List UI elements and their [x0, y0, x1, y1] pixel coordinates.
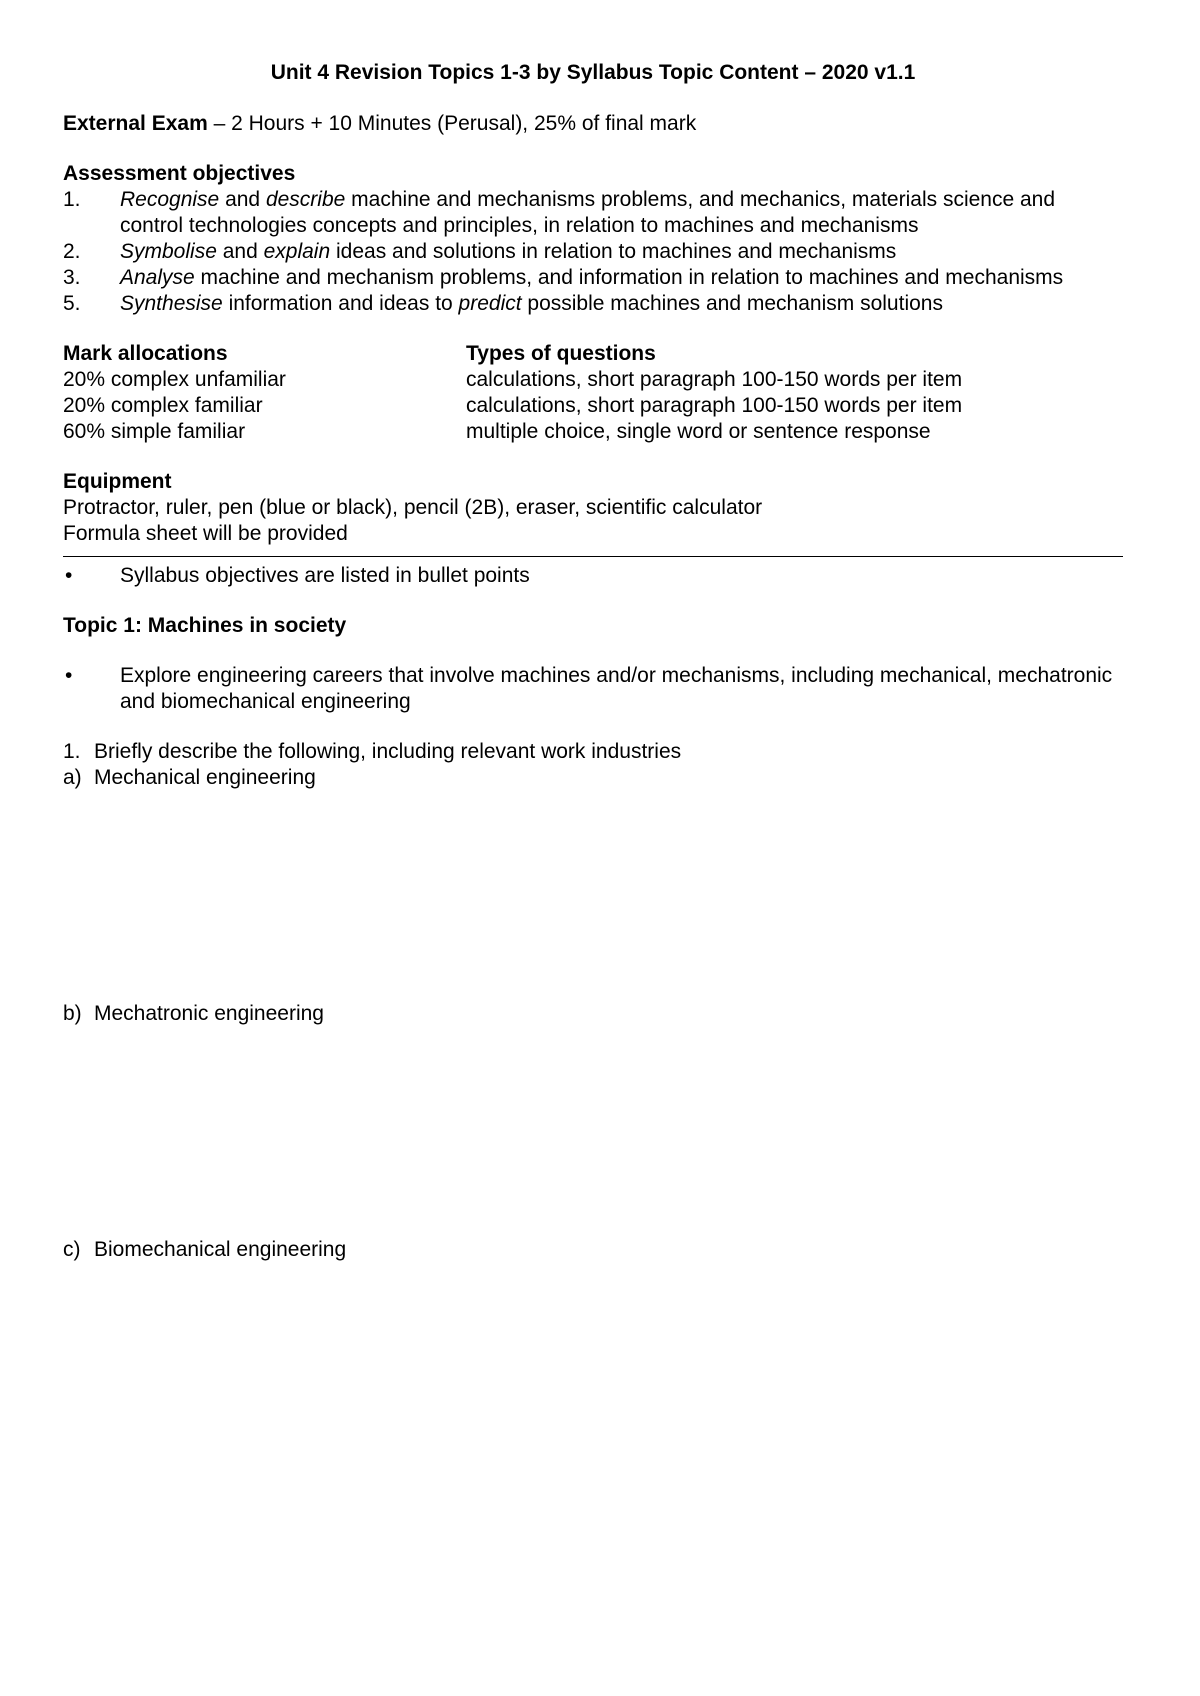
objective-verb: predict [458, 292, 522, 315]
part-label: a) [63, 766, 82, 789]
assessment-heading: Assessment objectives [63, 162, 296, 185]
question-text: Briefly describe the following, including relevant work industries [94, 740, 682, 763]
part-text: Mechatronic engineering [94, 1002, 324, 1025]
objective-item [63, 187, 1123, 239]
bullet-marker: • [65, 664, 73, 687]
part-text: Biomechanical engineering [94, 1238, 347, 1261]
objective-verb: Symbolise [120, 240, 217, 263]
document-page [63, 60, 1123, 1263]
objective-rest: machine and mechanisms problems, and mechanics, materials science and control technologies concepts and principles, in relation to machines and mechanisms [120, 188, 1056, 237]
objective-text [120, 265, 1123, 291]
marks-row [63, 367, 1123, 393]
objective-item [63, 291, 1123, 317]
exam-detail: – 2 Hours + 10 Minutes (Perusal), 25% of final mark [207, 112, 697, 135]
question-part-c [63, 1237, 1123, 1263]
objective-item [63, 239, 1123, 265]
syllabus-objective [63, 663, 1123, 715]
syllabus-note-text: Syllabus objectives are listed in bullet points [120, 564, 530, 587]
objective-verb: Recognise [120, 188, 220, 211]
mark-allocation: 20% complex familiar [63, 394, 263, 417]
formula-sheet-note: Formula sheet will be provided [63, 522, 348, 545]
objective-number: 3. [63, 266, 81, 289]
part-text: Mechanical engineering [94, 766, 316, 789]
objective-rest: ideas and solutions in relation to machines and mechanisms [330, 240, 897, 263]
objective-verb: explain [263, 240, 331, 263]
marks-table [63, 341, 1123, 445]
marks-header-row [63, 341, 1123, 367]
part-label: c) [63, 1238, 81, 1261]
question-part-b [63, 1001, 1123, 1027]
objective-verb: Synthesise [120, 292, 223, 315]
exam-label: External Exam [63, 112, 208, 135]
objective-text [120, 187, 1123, 239]
equipment-list: Protractor, ruler, pen (blue or black), pencil (2B), eraser, scientific calculator [63, 496, 763, 519]
question-type: calculations, short paragraph 100-150 words per item [466, 394, 963, 417]
objective-text [120, 239, 1123, 265]
objective-number: 1. [63, 188, 81, 211]
topic-heading: Topic 1: Machines in society [63, 614, 347, 637]
question-types-heading: Types of questions [466, 342, 656, 365]
question-type: calculations, short paragraph 100-150 words per item [466, 368, 963, 391]
objective-verb: Analyse [120, 266, 195, 289]
objective-number: 5. [63, 292, 81, 315]
equipment-heading: Equipment [63, 470, 172, 493]
objective-rest: possible machines and mechanism solutions [521, 292, 943, 315]
bullet-marker: • [65, 564, 73, 587]
objective-number: 2. [63, 240, 81, 263]
marks-row [63, 393, 1123, 419]
question-1 [63, 739, 1123, 765]
exam-line [63, 111, 1123, 137]
mark-allocations-heading: Mark allocations [63, 342, 228, 365]
objective-verb: describe [265, 188, 346, 211]
marks-row [63, 419, 1123, 445]
mark-allocation: 60% simple familiar [63, 420, 246, 443]
question-number: 1. [63, 740, 81, 763]
syllabus-objective-text: Explore engineering careers that involve machines and/or mechanisms, including mechanical, mechatronic and biomechanical engineering [120, 664, 1113, 713]
mark-allocation: 20% complex unfamiliar [63, 368, 286, 391]
part-label: b) [63, 1002, 82, 1025]
objective-rest: machine and mechanism problems, and information in relation to machines and mechanisms [194, 266, 1064, 289]
objective-mid: information and ideas to [222, 292, 459, 315]
objective-item [63, 265, 1123, 291]
syllabus-note [63, 563, 1123, 589]
objective-text [120, 291, 1123, 317]
answer-space[interactable] [63, 1027, 1123, 1237]
objective-join: and [219, 188, 266, 211]
section-divider [63, 556, 1123, 557]
objective-join: and [216, 240, 264, 263]
document-title: Unit 4 Revision Topics 1-3 by Syllabus Topic Content – 2020 v1.1 [270, 61, 916, 84]
assessment-objectives-list [63, 187, 1123, 317]
question-type: multiple choice, single word or sentence response [466, 420, 931, 443]
answer-space[interactable] [63, 791, 1123, 1001]
question-part-a [63, 765, 1123, 791]
